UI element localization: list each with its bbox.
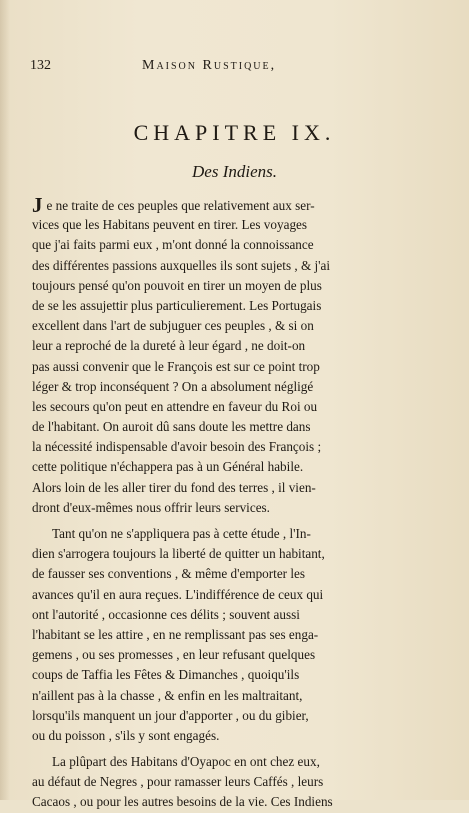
text-line: Alors loin de les aller tirer du fond des terres , il vien- <box>32 479 316 495</box>
text-line: avances qu'il en aura reçues. L'indifférence de ceux qui <box>32 586 324 602</box>
text-line: ou du poisson , s'ils y sont engagés. <box>32 727 220 743</box>
page-header <box>30 58 443 80</box>
text-line: cette politique n'échappera pas à un Général habile. <box>32 459 304 475</box>
text-line: au défaut de Negres , pour ramasser leurs Caffés , leurs <box>32 774 324 790</box>
text-line: n'aillent pas à la chasse , & enfin en les maltraitant, <box>32 687 303 703</box>
text-line: toujours pensé qu'on pouvoit en tirer un moyen de plus <box>32 277 322 293</box>
text-line: dien s'arrogera toujours la liberté de quitter un habitant, <box>32 546 325 562</box>
text-line: leur a reproché de la dureté à leur égard , ne doit-on <box>32 338 306 354</box>
text-line: Je ne traite de ces peuples que relativement aux ser- <box>32 193 315 217</box>
running-title: Maison Rustique, <box>142 58 277 73</box>
text-line: coups de Taffia les Fêtes & Dimanches , quoiqu'ils <box>32 667 300 683</box>
text-line: ont l'autorité , occasionne ces délits ; souvent aussi <box>32 606 300 622</box>
drop-cap: J <box>32 193 43 217</box>
body-text <box>32 195 440 813</box>
text-line: que j'ai faits parmi eux , m'ont donné la connoissance <box>32 237 314 253</box>
text-line: pas aussi convenir que le François est sur ce point trop <box>32 358 320 374</box>
text-line: Cacaos , ou pour les autres besoins de la vie. Ces Indiens <box>32 794 333 810</box>
text-line: des différentes passions auxquelles ils sont sujets , & j'ai <box>32 257 331 273</box>
text-line: la nécessité indispensable d'avoir besoin des François ; <box>32 439 322 455</box>
text-line: de l'habitant. On auroit dû sans doute les mettre dans <box>32 419 311 435</box>
text-line: léger & trop inconséquent ? On a absolument négligé <box>32 378 314 394</box>
chapter-title: CHAPITRE IX. <box>133 120 336 145</box>
text-line: La plûpart des Habitans d'Oyapoc en ont chez eux, <box>52 754 320 770</box>
text-line: de se les assujettir plus particulierement. Les Portugais <box>32 297 322 313</box>
text-line: excellent dans l'art de subjuguer ces peuples , & si on <box>32 318 314 334</box>
text-line: lorsqu'ils manquent un jour d'apporter , ou du gibier, <box>32 707 309 723</box>
text-line: gemens , ou ses promesses , en leur refusant quelques <box>32 647 316 663</box>
section-title: Des Indiens. <box>192 162 277 181</box>
text-line: vices que les Habitans peuvent en tirer. Les voyages <box>32 217 308 233</box>
text-line: Tant qu'on ne s'appliquera pas à cette étude , l'In- <box>52 526 311 541</box>
page-number: 132 <box>30 58 51 73</box>
text-line: de fausser ses conventions , & même d'emporter les <box>32 566 306 582</box>
text-line: dront d'eux-mêmes nous offrir leurs services. <box>32 499 270 515</box>
text-line: l'habitant se les attire , en ne remplissant pas ses enga- <box>32 626 319 642</box>
text-line: les secours qu'on peut en attendre en faveur du Roi ou <box>32 398 318 414</box>
